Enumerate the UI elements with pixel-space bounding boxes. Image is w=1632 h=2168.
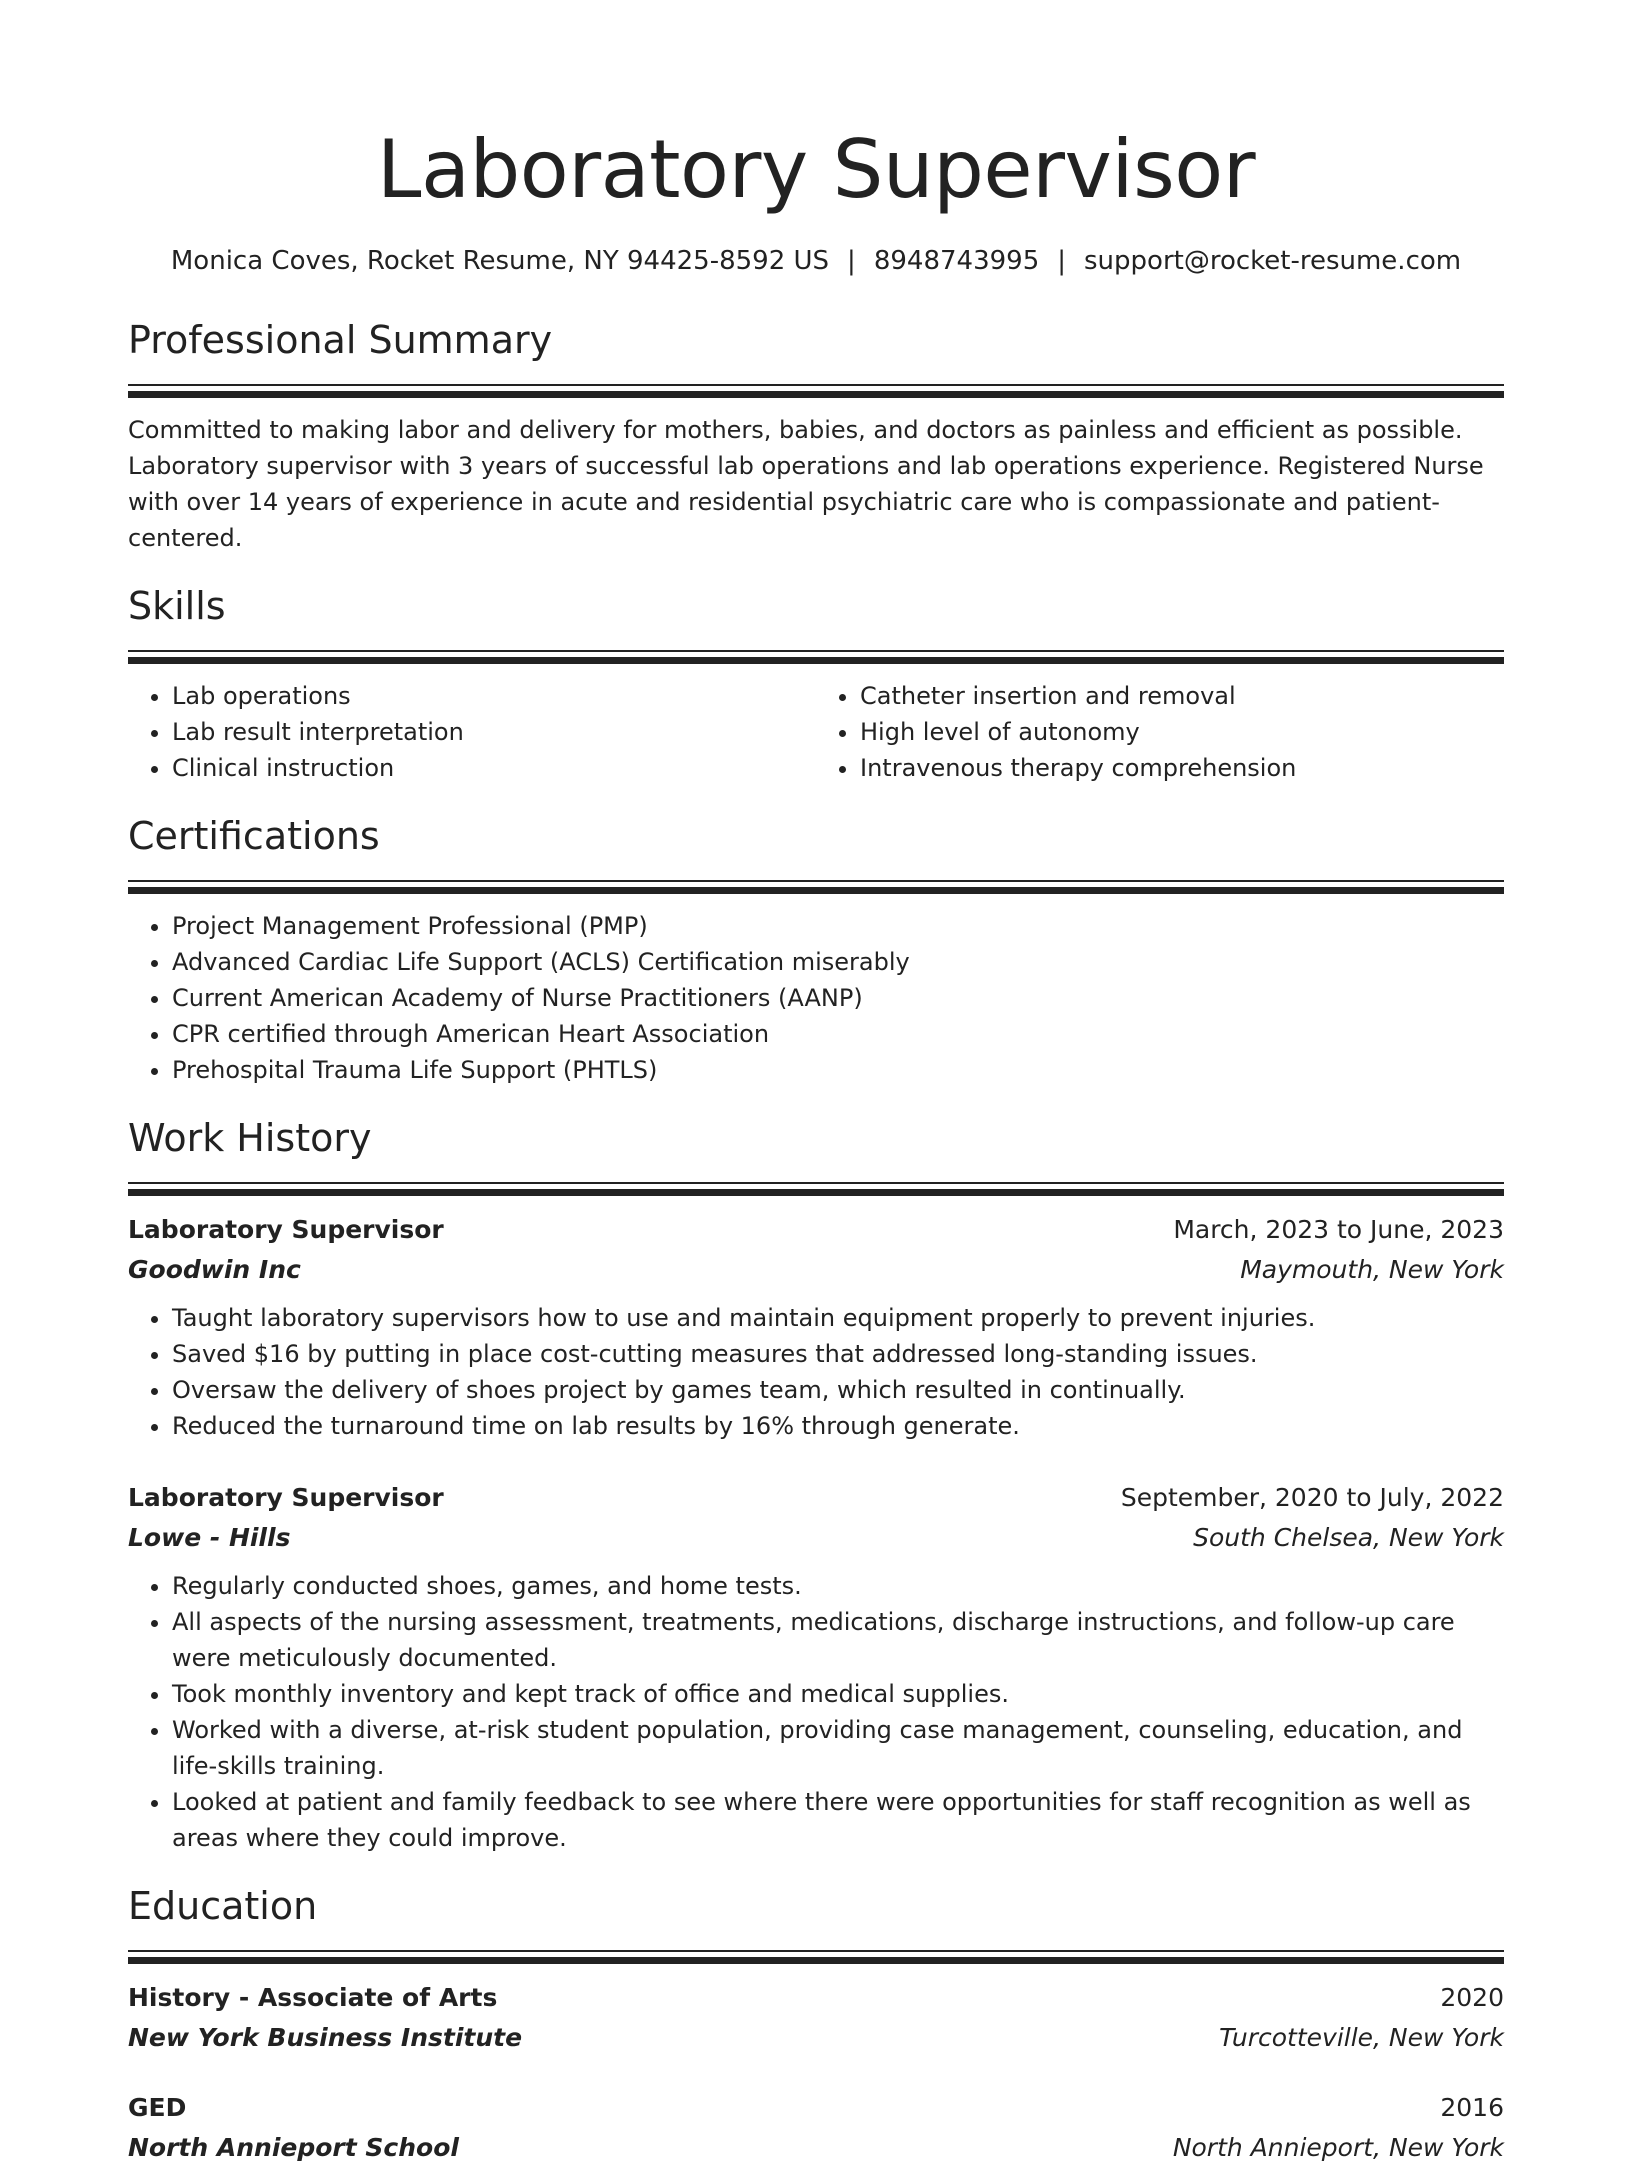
section-heading-work-history: Work History bbox=[128, 1116, 372, 1160]
job-location: South Chelsea, New York bbox=[1193, 1523, 1504, 1552]
job-bullets bbox=[128, 1568, 1504, 1856]
job-bullet: • Taught laboratory supervisors how to use and maintain equipment properly to prevent injuries. bbox=[172, 1300, 1504, 1336]
education-degree: GED bbox=[128, 2093, 187, 2122]
job-bullet: • Worked with a diverse, at-risk student population, providing case management, counseling, education, and life-skills training. bbox=[172, 1712, 1504, 1784]
education-year: 2016 bbox=[1440, 2093, 1504, 2122]
education-entry bbox=[128, 2088, 1504, 2168]
skill-item: • Lab result interpretation bbox=[172, 714, 816, 750]
resume-title: Laboratory Supervisor bbox=[376, 123, 1256, 216]
certifications-section bbox=[128, 810, 1504, 1088]
certification-item: • Prehospital Trauma Life Support (PHTLS) bbox=[172, 1052, 1504, 1088]
job-company: Goodwin Inc bbox=[128, 1255, 301, 1284]
contact-email: support@rocket-resume.com bbox=[1084, 246, 1462, 276]
job-bullet: • Reduced the turnaround time on lab results by 16% through generate. bbox=[172, 1408, 1504, 1444]
job-bullet: • Looked at patient and family feedback to see where there were opportunities for staff recognition as well as areas where they could improve. bbox=[172, 1784, 1504, 1856]
education-school: North Annieport School bbox=[128, 2133, 459, 2162]
education-degree: History - Associate of Arts bbox=[128, 1983, 498, 2012]
certification-item: • Advanced Cardiac Life Support (ACLS) Certification miserably bbox=[172, 944, 1504, 980]
job-bullet: • Oversaw the delivery of shoes project by games team, which resulted in continually. bbox=[172, 1372, 1504, 1408]
job-header-row bbox=[128, 1478, 1504, 1518]
section-divider bbox=[128, 650, 1504, 664]
job-company: Lowe - Hills bbox=[128, 1523, 291, 1552]
skills-grid bbox=[128, 678, 1504, 786]
summary-section bbox=[128, 314, 1504, 556]
job-entry bbox=[128, 1478, 1504, 1856]
contact-separator: | bbox=[1057, 246, 1066, 276]
section-heading-education: Education bbox=[128, 1884, 318, 1928]
education-entry bbox=[128, 1978, 1504, 2058]
job-bullet: • Saved $16 by putting in place cost-cutting measures that addressed long-standing issues. bbox=[172, 1336, 1504, 1372]
skill-item: • Catheter insertion and removal bbox=[860, 678, 1504, 714]
section-divider bbox=[128, 1182, 1504, 1196]
skill-item: • High level of autonomy bbox=[860, 714, 1504, 750]
job-bullet: • Regularly conducted shoes, games, and home tests. bbox=[172, 1568, 1504, 1604]
certifications-list bbox=[128, 908, 1504, 1088]
contact-line bbox=[128, 244, 1504, 278]
section-heading-summary: Professional Summary bbox=[128, 318, 553, 362]
job-entry bbox=[128, 1210, 1504, 1444]
job-dates: March, 2023 to June, 2023 bbox=[1173, 1215, 1504, 1244]
job-company-row bbox=[128, 1250, 1504, 1290]
education-school-row bbox=[128, 2018, 1504, 2058]
job-location: Maymouth, New York bbox=[1240, 1255, 1504, 1284]
certification-item: • Current American Academy of Nurse Practitioners (AANP) bbox=[172, 980, 1504, 1016]
section-divider bbox=[128, 384, 1504, 398]
contact-phone: 8948743995 bbox=[873, 246, 1040, 276]
skill-item: • Intravenous therapy comprehension bbox=[860, 750, 1504, 786]
work-history-section bbox=[128, 1112, 1504, 1856]
job-header-row bbox=[128, 1210, 1504, 1250]
section-divider bbox=[128, 880, 1504, 894]
skills-column-right bbox=[816, 678, 1504, 786]
job-bullets bbox=[128, 1300, 1504, 1444]
education-location: North Annieport, New York bbox=[1172, 2133, 1504, 2162]
certification-item: • CPR certified through American Heart Association bbox=[172, 1016, 1504, 1052]
section-heading-skills: Skills bbox=[128, 584, 226, 628]
job-bullet: • Took monthly inventory and kept track of office and medical supplies. bbox=[172, 1676, 1504, 1712]
job-title: Laboratory Supervisor bbox=[128, 1215, 444, 1244]
contact-address: Monica Coves, Rocket Resume, NY 94425-8592 US bbox=[170, 246, 830, 276]
job-company-row bbox=[128, 1518, 1504, 1558]
education-year: 2020 bbox=[1440, 1983, 1504, 2012]
contact-separator: | bbox=[847, 246, 856, 276]
skills-section bbox=[128, 580, 1504, 786]
job-bullet: • All aspects of the nursing assessment, treatments, medications, discharge instructions, and follow-up care were meticulously documented. bbox=[172, 1604, 1504, 1676]
section-heading-certifications: Certifications bbox=[128, 814, 380, 858]
skill-item: • Clinical instruction bbox=[172, 750, 816, 786]
job-dates: September, 2020 to July, 2022 bbox=[1120, 1483, 1504, 1512]
education-header-row bbox=[128, 1978, 1504, 2018]
section-divider bbox=[128, 1950, 1504, 1964]
education-location: Turcotteville, New York bbox=[1219, 2023, 1504, 2052]
education-section bbox=[128, 1880, 1504, 2168]
education-school-row bbox=[128, 2128, 1504, 2168]
summary-text: Committed to making labor and delivery for mothers, babies, and doctors as painless and efficient as possible. Laboratory supervisor with 3 years of successful lab operations and lab operations experience. Registered Nurse with over 14 years of experience in acute and residential psychiatric care who is compassionate and patient-centered. bbox=[128, 416, 1484, 552]
job-title: Laboratory Supervisor bbox=[128, 1483, 444, 1512]
education-school: New York Business Institute bbox=[128, 2023, 523, 2052]
certification-item: • Project Management Professional (PMP) bbox=[172, 908, 1504, 944]
skills-column-left bbox=[128, 678, 816, 786]
skill-item: • Lab operations bbox=[172, 678, 816, 714]
education-header-row bbox=[128, 2088, 1504, 2128]
